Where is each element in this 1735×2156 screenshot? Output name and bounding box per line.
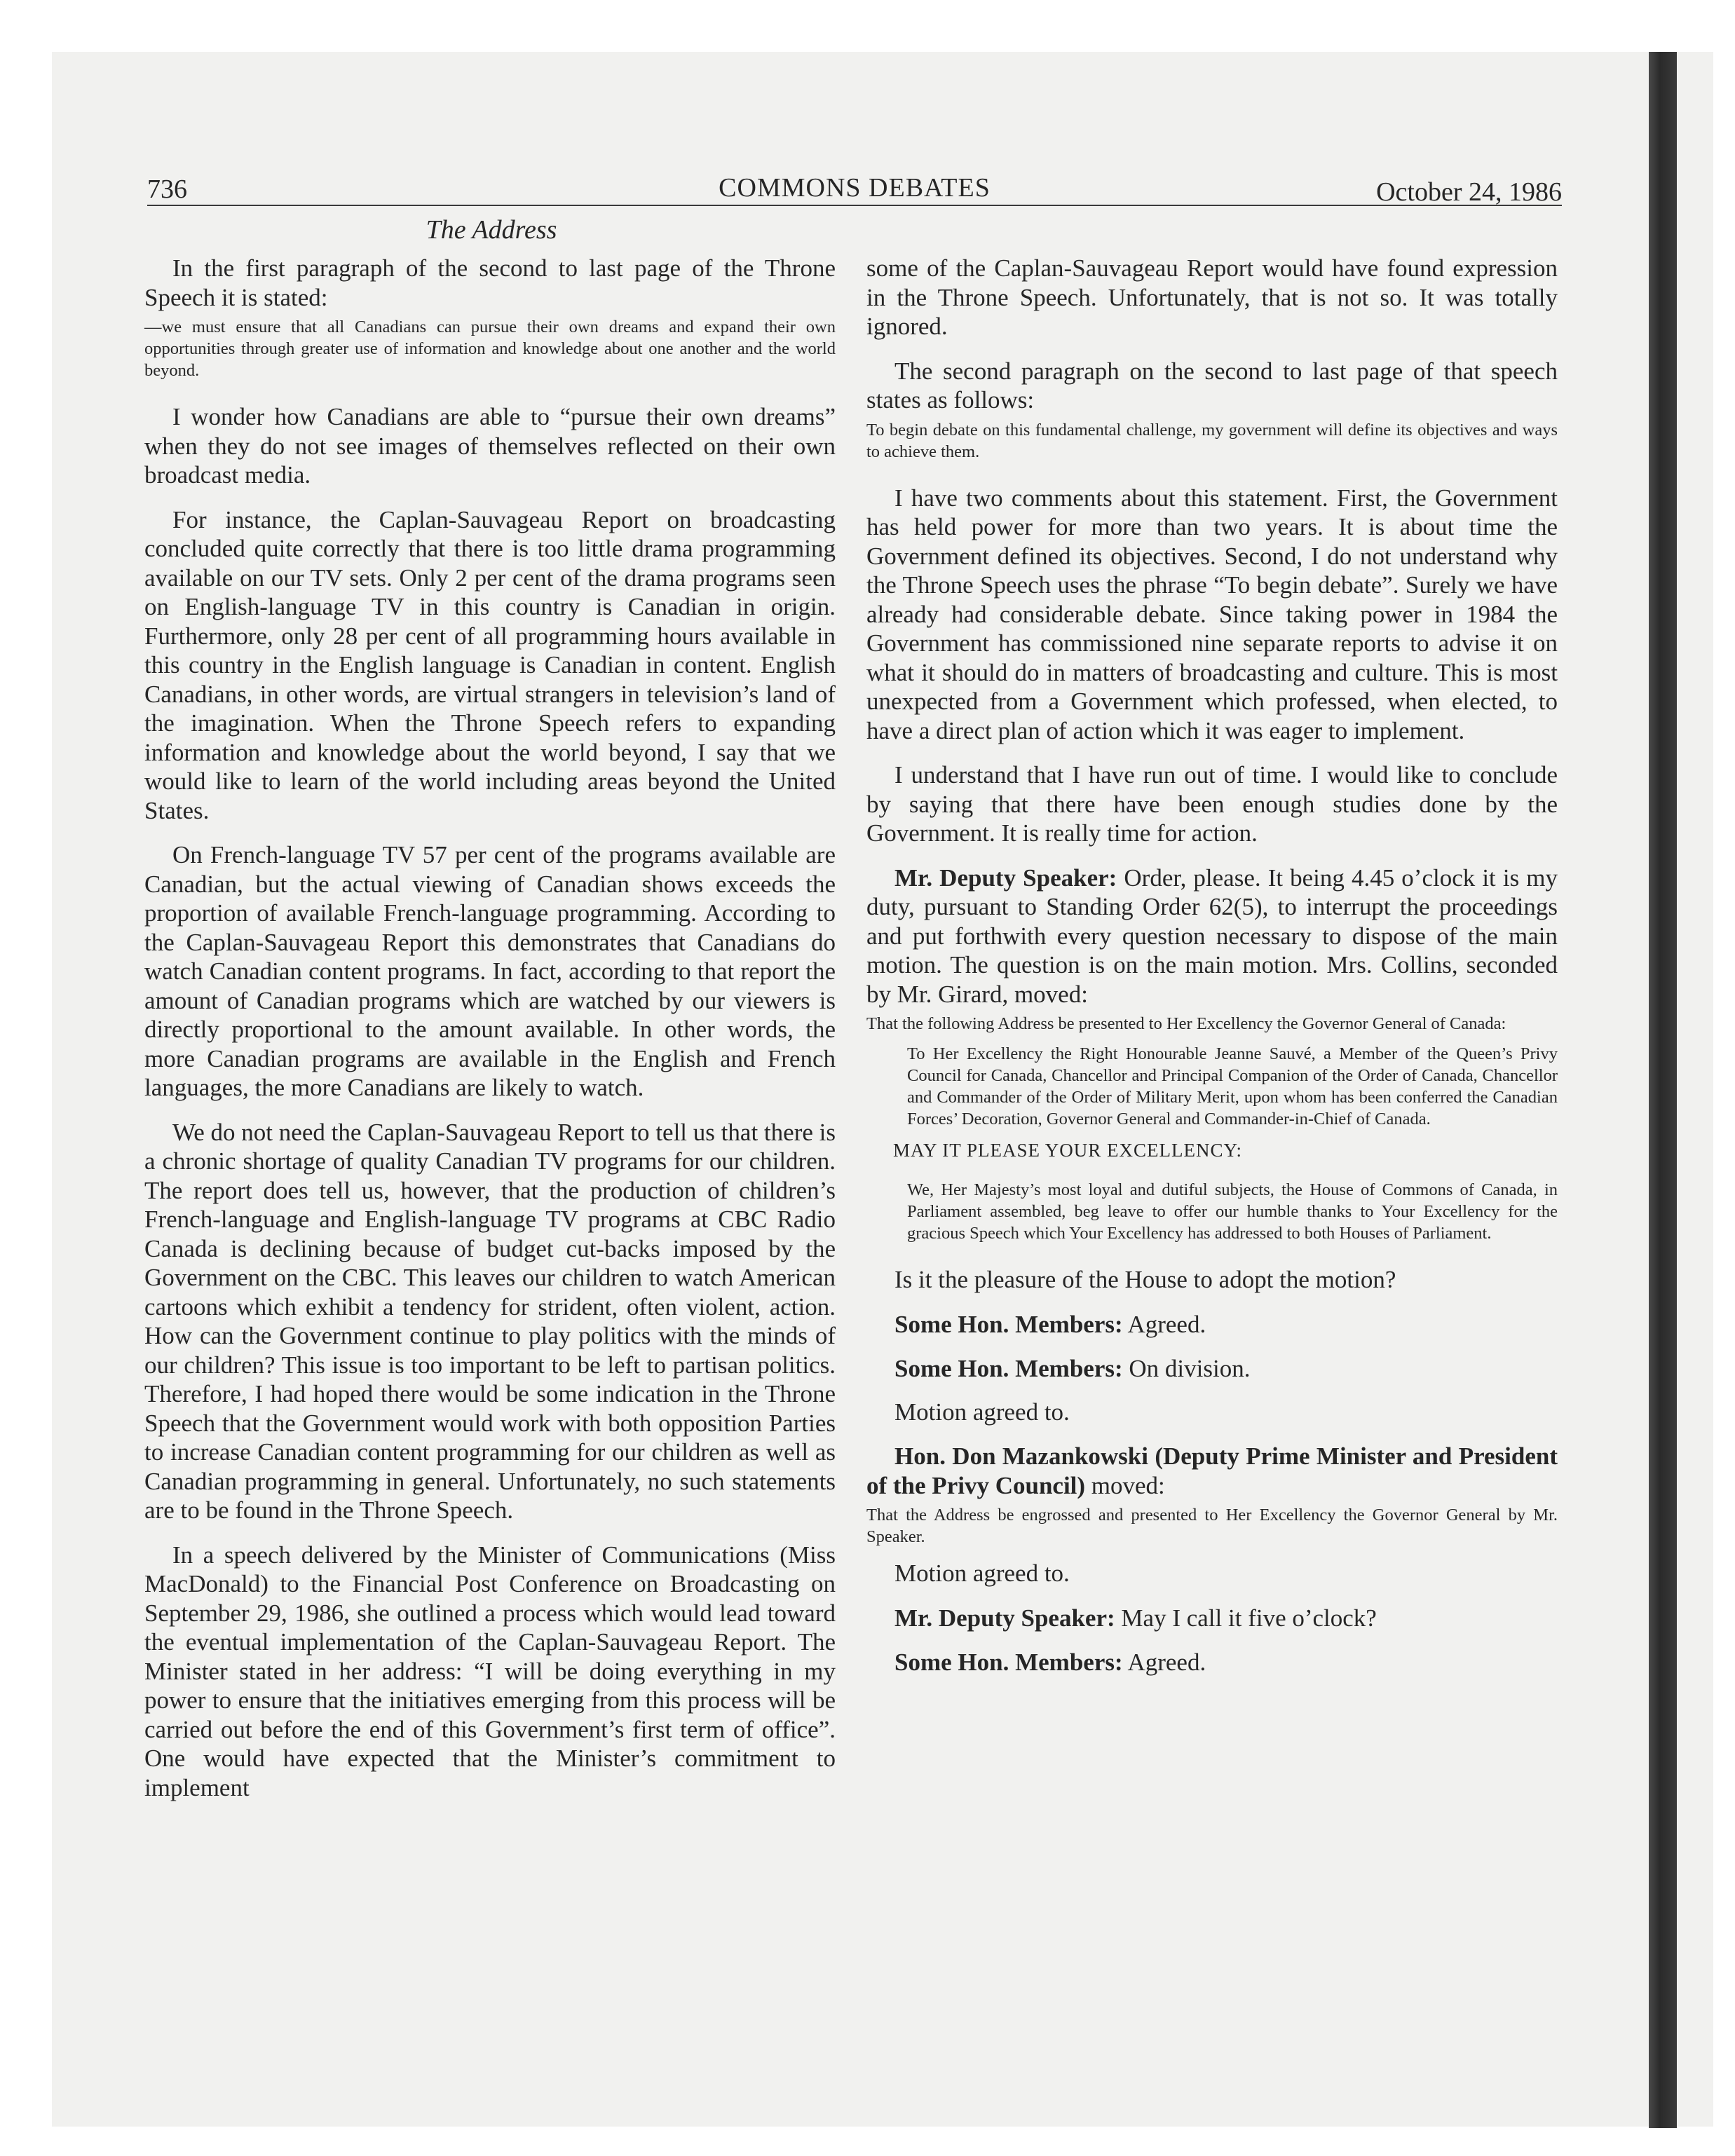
left-column [144,254,836,1817]
publication-title: COMMONS DEBATES [719,173,991,203]
address-salutation: To Her Excellency the Right Honourable Jeanne Sauvé, a Member of the Queen’s Privy Council for Canada, Chancellor and Principal Companion of the Order of Canada, Chancellor and Commander of the Order of Military Merit, upon whom has been conferred the Canadian Forces’ Decoration, Governor General and Commander-in-Chief of Canada. [907,1044,1558,1128]
speaker-name: Mr. Deputy Speaker: [894,864,1117,892]
paragraph: In a speech delivered by the Minister of Communications (Miss MacDonald) to the Financial Post Conference on Broadcasting on September 29, 1986, she outlined a process which would lead toward the eventual implementation of the Caplan-Sauvageau Report. The Minister stated in her address: “I will be doing everything in my power to ensure that the initiatives emerging from this process will be carried out before the end of this Government’s first term of office”. One would have expected that the Minister’s commitment to implement [144,1541,836,1801]
deputy-speaker-statement [866,864,1558,1009]
response-text: On division. [1122,1355,1251,1382]
question-text: Is it the pleasure of the House to adopt the motion? [894,1266,1396,1293]
minister-motion [866,1442,1558,1500]
paragraph: I have two comments about this statement. First, the Government has held power for more than two years. It is about time the Government defined its objectives. Second, I do not understand why the Throne Speech uses the phrase “To begin debate”. Surely we have already had considerable debate. Since taking power in 1984 the Government has commissioned nine separate reports to advise it on what it should do in matters of broadcasting and culture. This is most unexpected from a Government which professed, when elected, to have a direct plan of action which it was eager to implement. [866,484,1558,744]
response-text: Agreed. [1122,1310,1206,1338]
section-title: The Address [426,215,557,245]
header-date: October 24, 1986 [1376,177,1562,207]
speaker-name: Hon. Don Mazankowski (Deputy Prime Minister and President of the Privy Council) [866,1442,1558,1499]
paragraph: The second paragraph on the second to last page of that speech states as follows: [866,357,1558,414]
motion-quote: That the Address be engrossed and presented to Her Excellency the Governor General by Mr. Speaker. [866,1506,1558,1546]
statement-text: May I call it five o’clock? [1115,1604,1377,1632]
members-response [866,1354,1558,1384]
address-heading: MAY IT PLEASE YOUR EXCELLENCY: [893,1140,1243,1161]
statement-text: moved: [1085,1471,1165,1499]
statement-text: Order, please. It being 4.45 o’clock it is my duty, pursuant to Standing Order 62(5), to interrupt the proceedings and put forthwith every question necessary to dispose of the main motion. The question is on the main motion. Mrs. Collins, seconded by Mr. Girard, moved: [866,864,1558,1008]
right-column [866,254,1558,1693]
paragraph: We do not need the Caplan-Sauvageau Report to tell us that there is a chronic shortage of quality Canadian TV programs for our children. The report does tell us, however, that the production of children’s French-language and English-language TV programs at CBC Radio Canada is declining because of budget cut-backs imposed by the Government on the CBC. This leaves our children to watch American cartoons which exhibit a tendency for strident, often violent, action. How can the Government continue to play politics with the minds of our children? This issue is too important to be left to partisan politics. Therefore, I had hoped there would be some indication in the Throne Speech that the Government would work with both opposition Parties to increase Canadian content programming for our children as well as Canadian programming in general. Unfortunately, no such statements are to be found in the Throne Speech. [144,1118,836,1524]
block-quote: —we must ensure that all Canadians can pursue their own dreams and expand their own opportunities through greater use of information and knowledge about one another and the world beyond. [144,318,836,380]
paragraph: On French-language TV 57 per cent of the programs available are Canadian, but the actual viewing of Canadian shows exceeds the proportion of available French-language programming. According to the Caplan-Sauvageau Report this demonstrates that Canadians do watch Canadian content programs. In fact, according to that report the amount of Canadian programs which are watched by our viewers is directly proportional to the amount available. In other words, the more Canadian programs are available in the English and French languages, the more Canadians are likely to watch. [144,841,836,1101]
speaker-name: Mr. Deputy Speaker: [894,1604,1115,1632]
block-quote: To begin debate on this fundamental challenge, my government will define its objectives and ways to achieve them. [866,420,1558,461]
paragraph: For instance, the Caplan-Sauvageau Report on broadcasting concluded quite correctly that there is too little drama programming available on our TV sets. Only 2 per cent of the drama programs seen on English-language TV in this country is Canadian in origin. Furthermore, only 28 per cent of all programming hours available in this country in the English language is Canadian in content. English Canadians, in other words, are virtual strangers in television’s land of the imagination. When the Throne Speech refers to expanding information and knowledge about the world beyond, I say that we would like to learn of the world including areas beyond the United States. [144,505,836,824]
motion-result: Motion agreed to. [894,1398,1070,1426]
speaker-name: Some Hon. Members: [894,1355,1123,1382]
scan-edge-shadow [1649,52,1677,2128]
address-body: We, Her Majesty’s most loyal and dutiful subjects, the House of Commons of Canada, in Parliament assembled, beg leave to offer our humble thanks to Your Excellency for the gracious Speech which Your Excellency has addressed to both Houses of Parliament. [907,1180,1558,1243]
paragraph: I wonder how Canadians are able to “pursue their own dreams” when they do not see images of themselves reflected on their own broadcast media. [144,403,836,489]
paragraph: In the first paragraph of the second to last page of the Throne Speech it is stated: [144,254,836,311]
members-response [866,1310,1558,1339]
motion-result: Motion agreed to. [894,1560,1070,1587]
paragraph: I understand that I have run out of time. I would like to conclude by saying that there have been enough studies done by the Government. It is really time for action. [866,761,1558,847]
speaker-name: Some Hon. Members: [894,1310,1123,1338]
speaker-name: Some Hon. Members: [894,1649,1123,1676]
response-text: Agreed. [1122,1649,1206,1676]
motion-quote: That the following Address be presented to Her Excellency the Governor General of Canada: [866,1014,1506,1033]
members-response [866,1648,1558,1677]
paragraph: some of the Caplan-Sauvageau Report would have found expression in the Throne Speech. Unfortunately, that is not so. It was totally ignored. [866,254,1558,340]
page-header [147,165,1562,206]
page-number: 736 [147,175,187,204]
deputy-speaker-statement [866,1604,1558,1633]
